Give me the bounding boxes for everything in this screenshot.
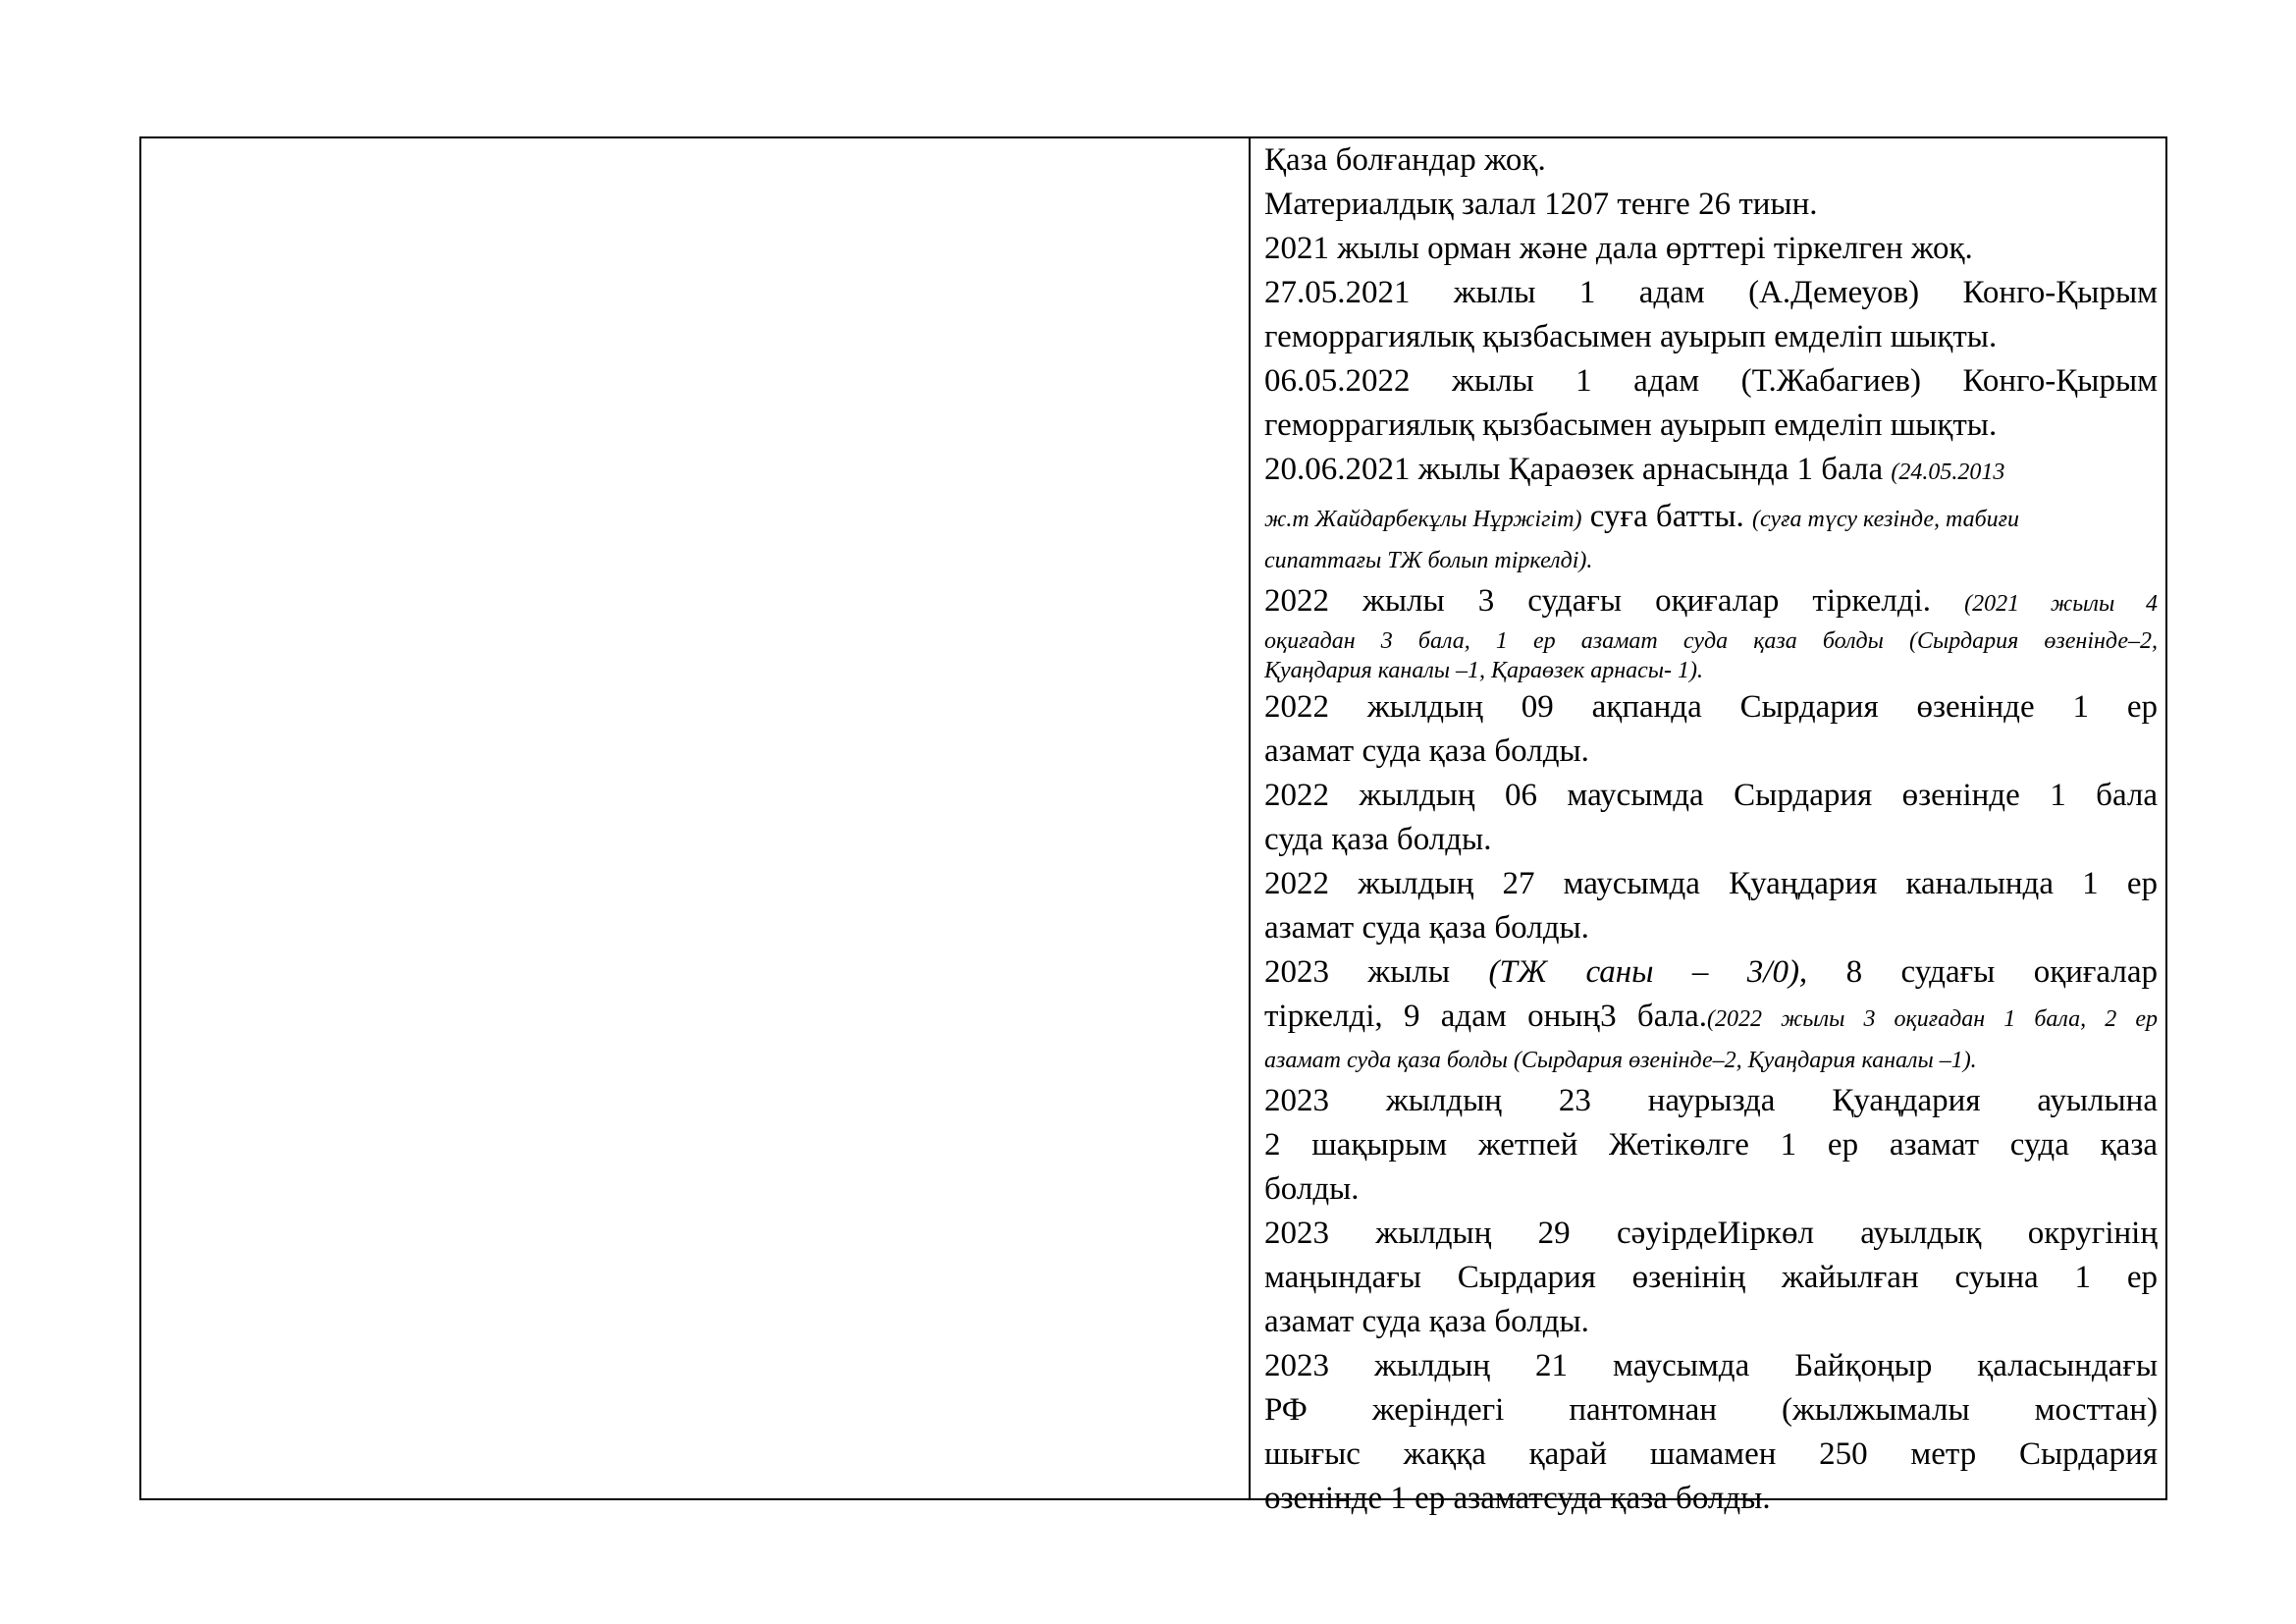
document-table — [139, 136, 2167, 1516]
note-line: Қуаңдария каналы –1, Қараөзек арнасы- 1). — [1264, 658, 1704, 683]
note-segment: (суға түсу кезінде, табиғи — [1752, 507, 2020, 532]
note-line: азамат суда қаза болды (Сырдария өзенінде–2, Қуаңдария каналы –1). — [1264, 1048, 1977, 1073]
text-line: 2021 жылы орман және дала өрттері тіркелген жоқ. — [1264, 231, 1973, 266]
text-line: 2023 жылдың 23 наурызда Қуаңдария ауылына — [1264, 1083, 2158, 1118]
text-line: азамат суда қаза болды. — [1264, 733, 1589, 769]
right-cell — [1253, 138, 2165, 1516]
text-line: 2 шақырым жетпей Жетікөлге 1 ер азамат суда қаза — [1264, 1127, 2158, 1163]
note-segment: ж.т Жайдарбекұлы Нұржігіт) — [1264, 507, 1582, 532]
left-cell-empty — [141, 138, 1251, 1498]
text-line: болды. — [1264, 1171, 1360, 1207]
note-segment: (24.05.2013 — [1891, 460, 2005, 485]
text-line: 2023 жылдың 21 маусымда Байқоңыр қаласындағы — [1264, 1348, 2158, 1383]
text-line: 2022 жылдың 09 ақпанда Сырдария өзенінде 1 ер — [1264, 689, 2158, 725]
text-line: геморрагиялық қызбасымен ауырып емделіп шықты. — [1264, 319, 1998, 354]
note-line: оқиғадан 3 бала, 1 ер азамат суда қаза болды (Сырдария өзенінде–2, — [1264, 628, 2158, 654]
text-line — [1264, 579, 2158, 626]
text-line: азамат суда қаза болды. — [1264, 910, 1589, 946]
text-line: 27.05.2021 жылы 1 адам (А.Демеуов) Конго-Қырым — [1264, 275, 2158, 310]
note-segment: (2022 жылы 3 оқиғадан 1 бала, 2 ер — [1707, 1006, 2158, 1032]
text-segment: 2023 жылы — [1264, 954, 1489, 990]
text-line: 2022 жылдың 06 маусымда Сырдария өзенінде 1 бала — [1264, 778, 2158, 813]
text-line: РФ жеріндегі пантомнан (жылжымалы мосттан) — [1264, 1392, 2158, 1428]
note-segment: (2021 жылы 4 — [1964, 591, 2158, 617]
text-segment: 2022 жылы 3 судағы оқиғалар тіркелді. — [1264, 583, 1965, 619]
italic-segment: (ТЖ саны – 3/0), — [1488, 954, 1808, 990]
text-line — [1264, 950, 2158, 995]
text-line: 2023 жылдың 29 сәуірдеИіркөл ауылдық округінің — [1264, 1216, 2158, 1251]
text-line: геморрагиялық қызбасымен ауырып емделіп шықты. — [1264, 407, 1998, 443]
text-line — [1264, 448, 2158, 495]
text-line: шығыс жаққа қарай шамамен 250 метр Сырдария — [1264, 1436, 2158, 1472]
text-line: 2022 жылдың 27 маусымда Қуаңдария каналында 1 ер — [1264, 866, 2158, 901]
text-line: Қаза болғандар жоқ. — [1264, 142, 1546, 178]
text-segment: 20.06.2021 жылы Қараөзек арнасында 1 бала — [1264, 452, 1892, 487]
text-line: өзенінде 1 ер азаматсуда қаза болды. — [1264, 1481, 1771, 1516]
text-line: суда қаза болды. — [1264, 822, 1492, 857]
text-line: маңындағы Сырдария өзенінің жайылған суына 1 ер — [1264, 1260, 2158, 1295]
text-segment: 8 судағы оқиғалар — [1807, 954, 2158, 990]
text-line: Материалдық залал 1207 тенге 26 тиын. — [1264, 187, 1818, 222]
text-line: 06.05.2022 жылы 1 адам (Т.Жабагиев) Конго-Қырым — [1264, 363, 2158, 399]
text-segment: тіркелді, 9 адам оның3 бала. — [1264, 999, 1708, 1034]
text-line — [1264, 995, 2158, 1042]
text-segment: суға батты. — [1581, 499, 1753, 534]
note-line: сипаттағы ТЖ болып тіркелді). — [1264, 548, 1593, 573]
text-line: азамат суда қаза болды. — [1264, 1304, 1589, 1339]
text-line — [1264, 495, 2158, 542]
